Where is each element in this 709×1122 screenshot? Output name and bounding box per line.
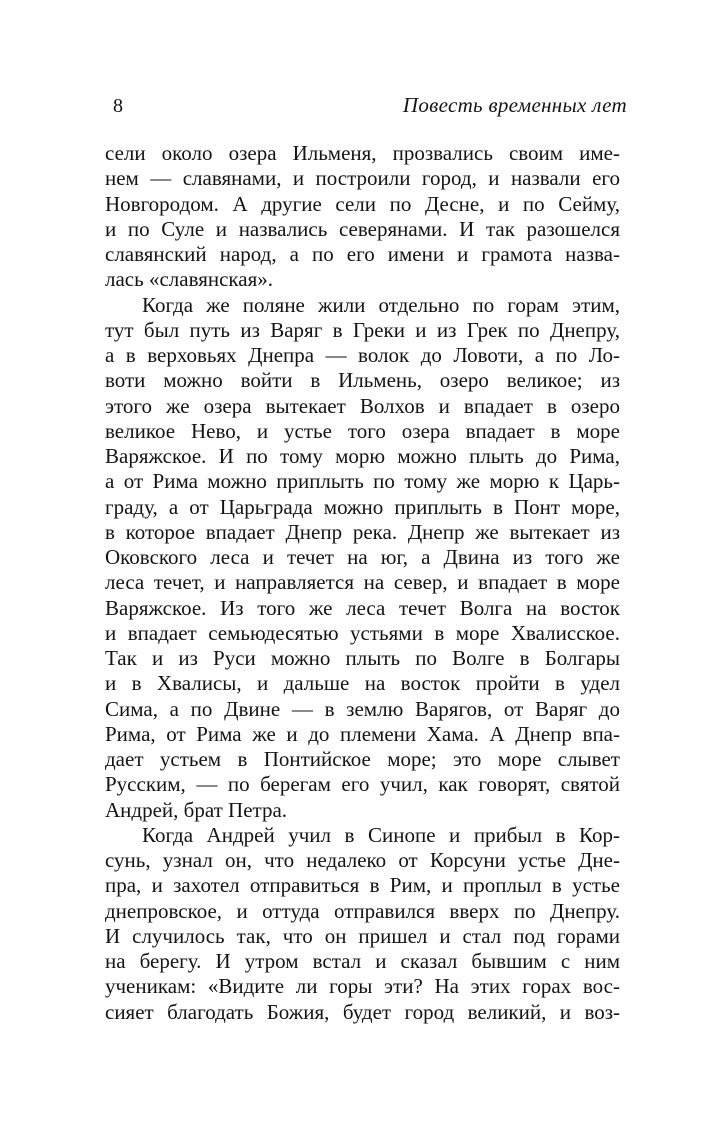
text-line: этого же озера вытекает Волхов и впадает в озеро bbox=[105, 393, 620, 418]
text-line: И случилось так, что он пришел и стал под горами bbox=[105, 923, 620, 948]
text-line: а в верховьях Днепра — волок до Ловоти, а по Ло- bbox=[105, 343, 620, 367]
text-line: а от Рима можно приплыть по тому же морю к Царь- bbox=[105, 469, 620, 494]
text-line: Оковского леса и течет на юг, а Двина из того же bbox=[105, 545, 620, 569]
text-line: Андрей, брат Петра. bbox=[105, 797, 288, 822]
paragraph bbox=[105, 141, 620, 293]
page-number: 8 bbox=[113, 95, 123, 117]
text-line: в которое впадает Днепр река. Днепр же вытекает из bbox=[105, 519, 620, 544]
paragraph bbox=[105, 293, 620, 823]
text-line: нем — славянами, и построили город, и назвали его bbox=[105, 166, 620, 191]
text-line: тут был путь из Варяг в Греки и из Грек по Днепру, bbox=[105, 317, 620, 342]
text-line: и по Суле и назвались северянами. И так разошелся bbox=[105, 216, 620, 241]
text-line: Сима, а по Двине — в землю Варягов, от Варяг до bbox=[105, 696, 620, 721]
body-text bbox=[105, 141, 620, 1025]
text-line: воти можно войти в Ильмень, озеро великое; из bbox=[105, 368, 620, 393]
text-line: Русским, — по берегам его учил, как говорят, святой bbox=[105, 772, 620, 797]
text-line: Варяжское. Из того же леса течет Волга на восток bbox=[105, 595, 620, 620]
running-title: Повесть временных лет bbox=[402, 93, 627, 117]
text-line: великое Нево, и устье того озера впадает в море bbox=[105, 418, 620, 443]
text-line: граду, а от Царьграда можно приплыть в Понт море, bbox=[105, 494, 620, 519]
text-line: славянский народ, а по его имени и грамота назва- bbox=[105, 242, 620, 266]
text-line: сияет благодать Божия, будет город великий, и воз- bbox=[105, 999, 620, 1024]
text-line: пра, и захотел отправиться в Рим, и проплыл в устье bbox=[105, 873, 620, 898]
text-line: Когда Андрей учил в Синопе и прибыл в Кор- bbox=[142, 822, 620, 847]
text-line: ученикам: «Видите ли горы эти? На этих горах вос- bbox=[105, 974, 620, 999]
text-line: лась «славянская». bbox=[105, 267, 274, 292]
running-header bbox=[105, 93, 627, 118]
text-line: Когда же поляне жили отдельно по горам этим, bbox=[142, 292, 620, 317]
text-line: на берегу. И утром встал и сказал бывшим с ним bbox=[105, 949, 620, 973]
text-line: Варяжское. И по тому морю можно плыть до Рима, bbox=[105, 444, 620, 468]
text-line: и впадает семьюдесятью устьями в море Хвалисское. bbox=[105, 620, 620, 645]
text-line: и в Хвалисы, и дальше на восток пройти в удел bbox=[105, 671, 620, 696]
text-line: Рима, от Рима же и до племени Хама. А Днепр впа- bbox=[105, 721, 620, 746]
text-line: сели около озера Ильменя, прозвались своим име- bbox=[105, 141, 620, 165]
paragraph bbox=[105, 823, 620, 1025]
text-line: днепровское, и оттуда отправился вверх по Днепру. bbox=[105, 898, 620, 923]
text-line: Так и из Руси можно плыть по Волге в Болгары bbox=[105, 646, 620, 670]
text-line: Новгородом. А другие сели по Десне, и по Сейму, bbox=[105, 191, 620, 216]
text-line: леса течет, и направляется на север, и впадает в море bbox=[105, 570, 620, 595]
text-line: дает устьем в Понтийское море; это море слывет bbox=[105, 747, 620, 771]
text-line: сунь, узнал он, что недалеко от Корсуни устье Дне- bbox=[105, 848, 620, 872]
